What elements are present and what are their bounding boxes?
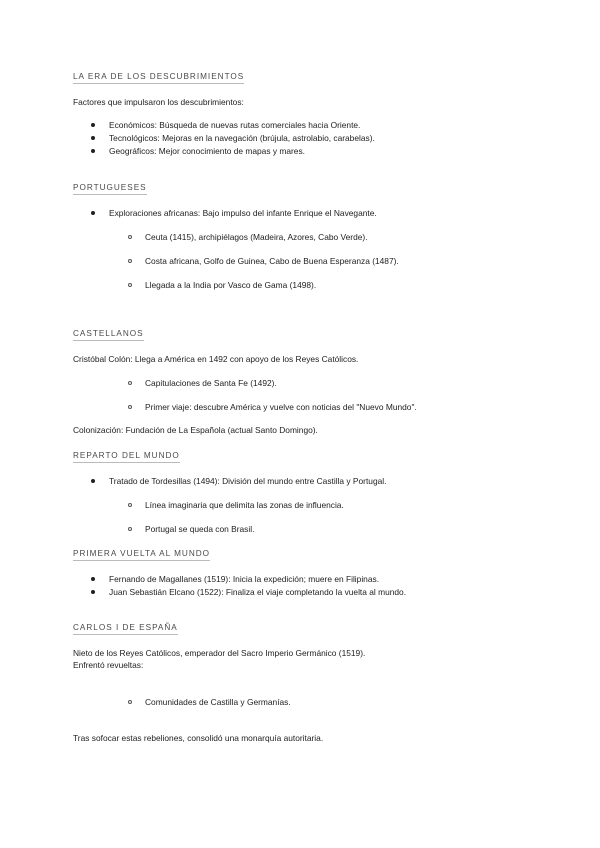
paragraph-colon: Cristóbal Colón: Llega a América en 1492 con apoyo de los Reyes Católicos. <box>73 354 359 364</box>
bullet-icon <box>91 149 95 153</box>
list-item: Tratado de Tordesillas (1494): División del mundo entre Castilla y Portugal. <box>109 476 387 486</box>
circle-bullet-icon <box>128 381 132 385</box>
section-heading-vuelta: PRIMERA VUELTA AL MUNDO <box>73 549 210 561</box>
circle-bullet-icon <box>128 503 132 507</box>
section-heading-carlos: CARLOS I DE ESPAÑA <box>73 623 178 635</box>
sub-list-item: Línea imaginaria que delimita las zonas de influencia. <box>145 500 344 510</box>
paragraph-factores: Factores que impulsaron los descubrimientos: <box>73 97 244 107</box>
bullet-icon <box>91 479 95 483</box>
sub-list-item: Comunidades de Castilla y Germanías. <box>145 697 291 707</box>
section-heading-portugueses: PORTUGUESES <box>73 183 147 195</box>
section-heading-reparto: REPARTO DEL MUNDO <box>73 451 180 463</box>
sub-list-item: Costa africana, Golfo de Guinea, Cabo de Buena Esperanza (1487). <box>145 256 399 266</box>
list-item: Juan Sebastián Elcano (1522): Finaliza el viaje completando la vuelta al mundo. <box>109 587 407 597</box>
paragraph-nieto: Nieto de los Reyes Católicos, emperador del Sacro Imperio Germánico (1519). <box>73 648 366 658</box>
circle-bullet-icon <box>128 405 132 409</box>
sub-list-item: Portugal se queda con Brasil. <box>145 524 255 534</box>
sub-list-item: Primer viaje: descubre América y vuelve con noticias del "Nuevo Mundo". <box>145 402 417 412</box>
section-heading-descubrimientos: LA ERA DE LOS DESCUBRIMIENTOS <box>73 72 244 84</box>
bullet-icon <box>91 123 95 127</box>
list-item: Exploraciones africanas: Bajo impulso del infante Enrique el Navegante. <box>109 208 377 218</box>
circle-bullet-icon <box>128 235 132 239</box>
sub-list-item: Llegada a la India por Vasco de Gama (1498). <box>145 280 317 290</box>
paragraph-revueltas: Enfrentó revueltas: <box>73 660 144 670</box>
bullet-icon <box>91 211 95 215</box>
sub-list-item: Ceuta (1415), archipiélagos (Madeira, Azores, Cabo Verde). <box>145 232 368 242</box>
circle-bullet-icon <box>128 700 132 704</box>
paragraph-colonizacion: Colonización: Fundación de La Española (actual Santo Domingo). <box>73 425 318 435</box>
list-item: Tecnológicos: Mejoras en la navegación (brújula, astrolabio, carabelas). <box>109 133 375 143</box>
circle-bullet-icon <box>128 527 132 531</box>
list-item: Geográficos: Mejor conocimiento de mapas y mares. <box>109 146 305 156</box>
bullet-icon <box>91 136 95 140</box>
list-item: Fernando de Magallanes (1519): Inicia la expedición; muere en Filipinas. <box>109 574 380 584</box>
list-item: Económicos: Búsqueda de nuevas rutas comerciales hacia Oriente. <box>109 120 361 130</box>
bullet-icon <box>91 590 95 594</box>
circle-bullet-icon <box>128 283 132 287</box>
bullet-icon <box>91 577 95 581</box>
paragraph-closing: Tras sofocar estas rebeliones, consolidó una monarquía autoritaria. <box>73 733 324 743</box>
sub-list-item: Capitulaciones de Santa Fe (1492). <box>145 378 277 388</box>
circle-bullet-icon <box>128 259 132 263</box>
section-heading-castellanos: CASTELLANOS <box>73 329 144 341</box>
